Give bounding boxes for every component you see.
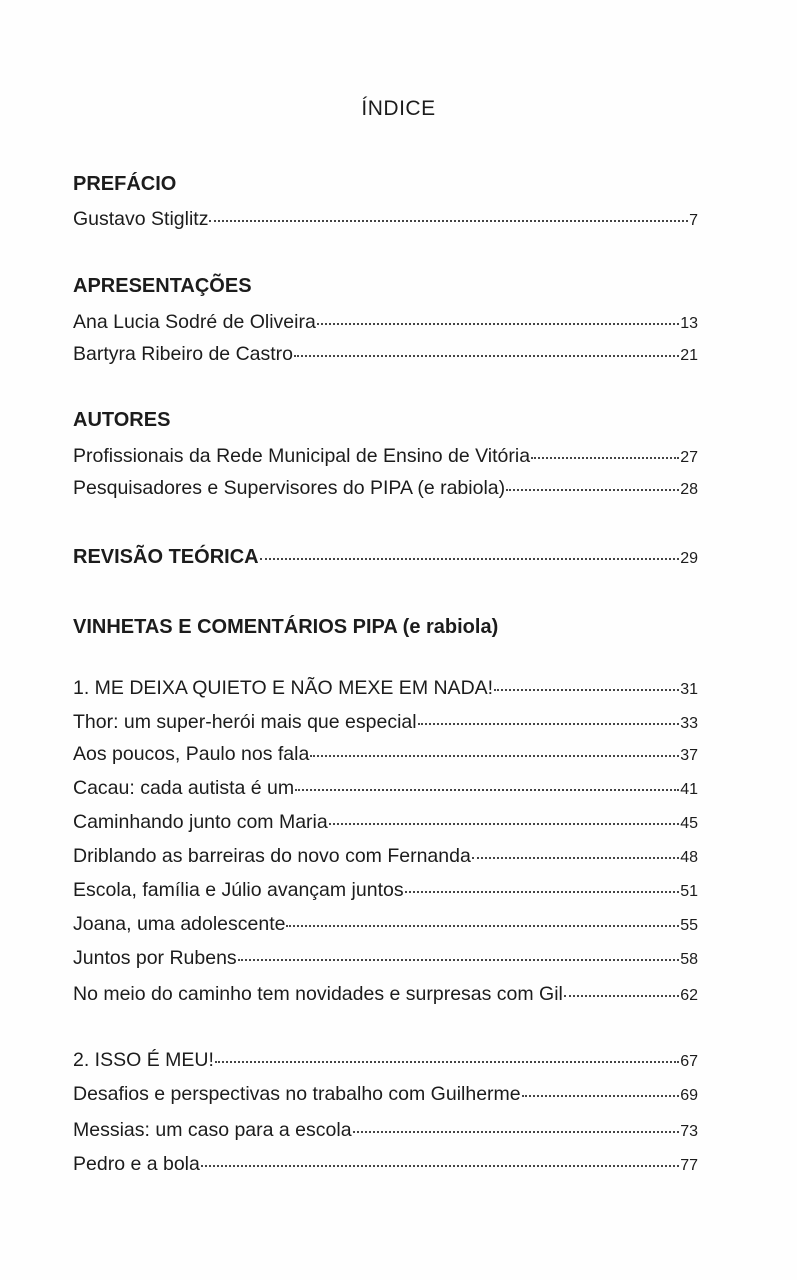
section-heading-prefacio: PREFÁCIO	[73, 173, 177, 195]
dot-leader	[353, 1113, 680, 1133]
toc-entry-page: 77	[680, 1157, 698, 1174]
toc-part-entry[interactable]	[73, 1046, 698, 1072]
toc-entry[interactable]	[73, 740, 698, 766]
toc-entry-label: Pesquisadores e Supervisores do PIPA (e rabiola)	[73, 477, 506, 499]
toc-entry[interactable]	[73, 774, 698, 800]
dot-leader	[472, 839, 679, 859]
toc-entry-page: 21	[680, 347, 698, 364]
toc-entry[interactable]	[73, 1080, 698, 1106]
dot-leader	[294, 337, 679, 357]
toc-entry-label: Messias: um caso para a escola	[73, 1119, 352, 1141]
toc-entry[interactable]	[73, 876, 698, 902]
dot-leader	[295, 771, 679, 791]
toc-entry-label: Profissionais da Rede Municipal de Ensino de Vitória	[73, 445, 531, 467]
dot-leader	[564, 977, 679, 997]
toc-entry-page: 58	[680, 951, 698, 968]
dot-leader	[531, 439, 679, 459]
toc-entry-page: 27	[680, 449, 698, 466]
toc-entry-label: Joana, uma adolescente	[73, 913, 286, 935]
dot-leader	[317, 305, 679, 325]
dot-leader	[418, 705, 680, 725]
dot-leader	[286, 907, 679, 927]
dot-leader	[215, 1043, 679, 1063]
toc-entry-label: Cacau: cada autista é um	[73, 777, 295, 799]
toc-entry-label: Juntos por Rubens	[73, 947, 237, 969]
toc-entry[interactable]	[73, 980, 698, 1006]
toc-entry-revisao-teorica[interactable]	[73, 543, 698, 569]
toc-entry-page: 31	[680, 681, 698, 698]
dot-leader	[260, 540, 680, 560]
toc-entry-page: 62	[680, 987, 698, 1004]
toc-part-entry[interactable]	[73, 674, 698, 700]
toc-entry-page: 7	[689, 212, 698, 229]
toc-entry-page: 41	[680, 781, 698, 798]
section-heading-autores: AUTORES	[73, 409, 171, 431]
toc-entry[interactable]	[73, 1150, 698, 1176]
toc-entry-label: Thor: um super-herói mais que especial	[73, 711, 417, 733]
dot-leader	[522, 1077, 680, 1097]
toc-entry[interactable]	[73, 944, 698, 970]
toc-entry-label: No meio do caminho tem novidades e surpresas com Gil	[73, 983, 563, 1005]
toc-entry-label: 2. ISSO É MEU!	[73, 1049, 214, 1071]
toc-entry-page: 73	[680, 1123, 698, 1140]
toc-entry-label: Driblando as barreiras do novo com Fernanda	[73, 845, 471, 867]
toc-entry[interactable]	[73, 308, 698, 334]
toc-entry-page: 51	[680, 883, 698, 900]
toc-entry-page: 67	[680, 1053, 698, 1070]
toc-entry-page: 37	[680, 747, 698, 764]
toc-entry-label: Aos poucos, Paulo nos fala	[73, 743, 310, 765]
toc-entry-label: Desafios e perspectivas no trabalho com Guilherme	[73, 1083, 521, 1105]
toc-entry-label: Escola, família e Júlio avançam juntos	[73, 879, 404, 901]
toc-entry[interactable]	[73, 205, 698, 231]
toc-entry[interactable]	[73, 340, 698, 366]
dot-leader	[405, 873, 680, 893]
toc-entry[interactable]	[73, 442, 698, 468]
dot-leader	[494, 671, 679, 691]
toc-entry-page: 48	[680, 849, 698, 866]
toc-entry[interactable]	[73, 808, 698, 834]
section-heading-apresentacoes: APRESENTAÇÕES	[73, 275, 252, 297]
toc-entry-label: Bartyra Ribeiro de Castro	[73, 343, 294, 365]
toc-entry-page: 55	[680, 917, 698, 934]
dot-leader	[310, 737, 679, 757]
toc-entry[interactable]	[73, 474, 698, 500]
section-heading-vinhetas: VINHETAS E COMENTÁRIOS PIPA (e rabiola)	[73, 616, 499, 638]
toc-entry[interactable]	[73, 910, 698, 936]
toc-entry-page: 13	[680, 315, 698, 332]
dot-leader	[506, 471, 679, 491]
page-title: ÍNDICE	[361, 97, 436, 120]
toc-entry-label: REVISÃO TEÓRICA	[73, 546, 259, 568]
toc-entry-label: Caminhando junto com Maria	[73, 811, 328, 833]
toc-entry-label: 1. ME DEIXA QUIETO E NÃO MEXE EM NADA!	[73, 677, 494, 699]
dot-leader	[238, 941, 680, 961]
dot-leader	[329, 805, 679, 825]
dot-leader	[209, 202, 688, 222]
toc-entry-page: 28	[680, 481, 698, 498]
toc-entry-label: Ana Lucia Sodré de Oliveira	[73, 311, 316, 333]
toc-entry-page: 45	[680, 815, 698, 832]
toc-entry[interactable]	[73, 708, 698, 734]
toc-entry-page: 69	[680, 1087, 698, 1104]
toc-entry-page: 29	[680, 550, 698, 567]
toc-entry-page: 33	[680, 715, 698, 732]
toc-entry[interactable]	[73, 1116, 698, 1142]
toc-entry-label: Gustavo Stiglitz	[73, 208, 209, 230]
toc-entry-label: Pedro e a bola	[73, 1153, 200, 1175]
toc-entry[interactable]	[73, 842, 698, 868]
dot-leader	[201, 1147, 679, 1167]
